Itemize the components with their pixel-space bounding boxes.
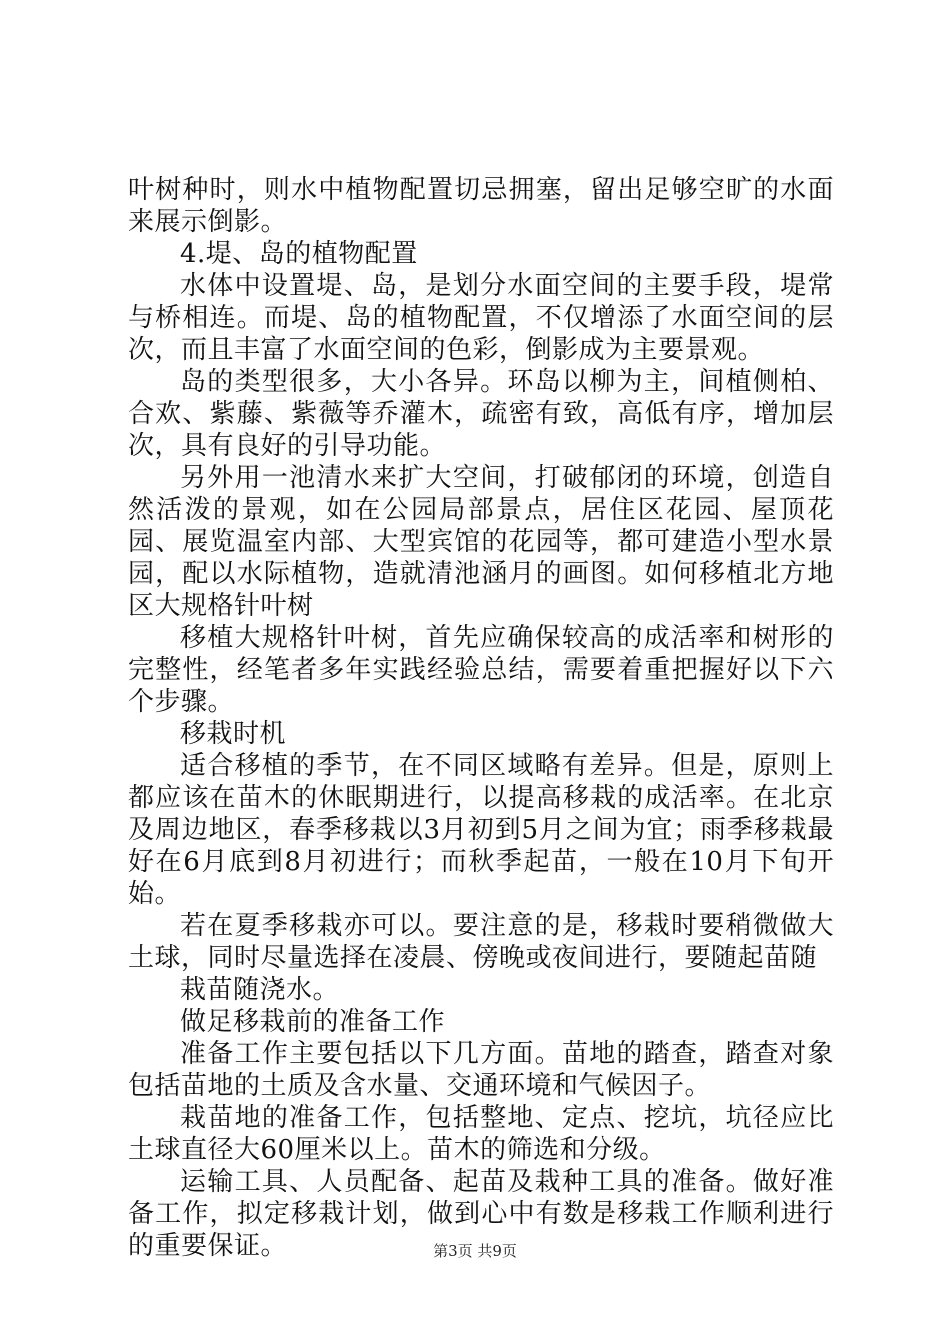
section-heading-dike-island: 4.堤、岛的植物配置: [180, 239, 418, 269]
paragraph-10: 栽苗随浇水。: [180, 975, 340, 1005]
paragraph-6: 移植大规格针叶树，首先应确保较高的成活率和树形的完整性，经笔者多年实践经验总结，需要着重把握好以下六个步骤。: [128, 623, 834, 717]
paragraph-4: 岛的类型很多，大小各异。环岛以柳为主，间植侧柏、合欢、紫藤、紫薇等乔灌木，疏密有致，高低有序，增加层次，具有良好的引导功能。: [128, 367, 834, 461]
paragraph-13: 栽苗地的准备工作，包括整地、定点、挖坑，坑径应比土球直径大60厘米以上。苗木的筛选和分级。: [128, 1103, 834, 1165]
paragraph-3: 水体中设置堤、岛，是划分水面空间的主要手段，堤常与桥相连。而堤、岛的植物配置，不仅增添了水面空间的层次，而且丰富了水面空间的色彩，倒影成为主要景观。: [128, 271, 834, 365]
paragraph-14: 运输工具、人员配备、起苗及栽种工具的准备。做好准备工作，拟定移栽计划，做到心中有数是移栽工作顺利进行的重要保证。: [128, 1167, 834, 1261]
paragraph-9: 若在夏季移栽亦可以。要注意的是，移栽时要稍微做大土球，同时尽量选择在凌晨、傍晚或夜间进行，要随起苗随: [128, 911, 834, 973]
paragraph-1: 叶树种时，则水中植物配置切忌拥塞，留出足够空旷的水面来展示倒影。: [128, 175, 834, 237]
paragraph-8: 适合移植的季节，在不同区域略有差异。但是，原则上都应该在苗木的休眠期进行，以提高移栽的成活率。在北京及周边地区，春季移栽以3月初到5月之间为宜；雨季移栽最好在6月底到8月初进行；而秋季起苗，一般在10月下旬开始。: [128, 751, 834, 909]
paragraph-12: 准备工作主要包括以下几方面。苗地的踏查，踏查对象包括苗地的土质及含水量、交通环境和气候因子。: [128, 1039, 834, 1101]
section-heading-preparation: 做足移栽前的准备工作: [180, 1007, 446, 1037]
section-heading-timing: 移栽时机: [180, 719, 287, 749]
document-body: [128, 174, 834, 1262]
page-number-footer: 第3页 共9页: [433, 1242, 517, 1260]
paragraph-5: 另外用一池清水来扩大空间，打破郁闭的环境，创造自然活泼的景观，如在公园局部景点，居住区花园、屋顶花园、展览温室内部、大型宾馆的花园等，都可建造小型水景园，配以水际植物，造就清池涵月的画图。如何移植北方地区大规格针叶树: [128, 463, 834, 621]
